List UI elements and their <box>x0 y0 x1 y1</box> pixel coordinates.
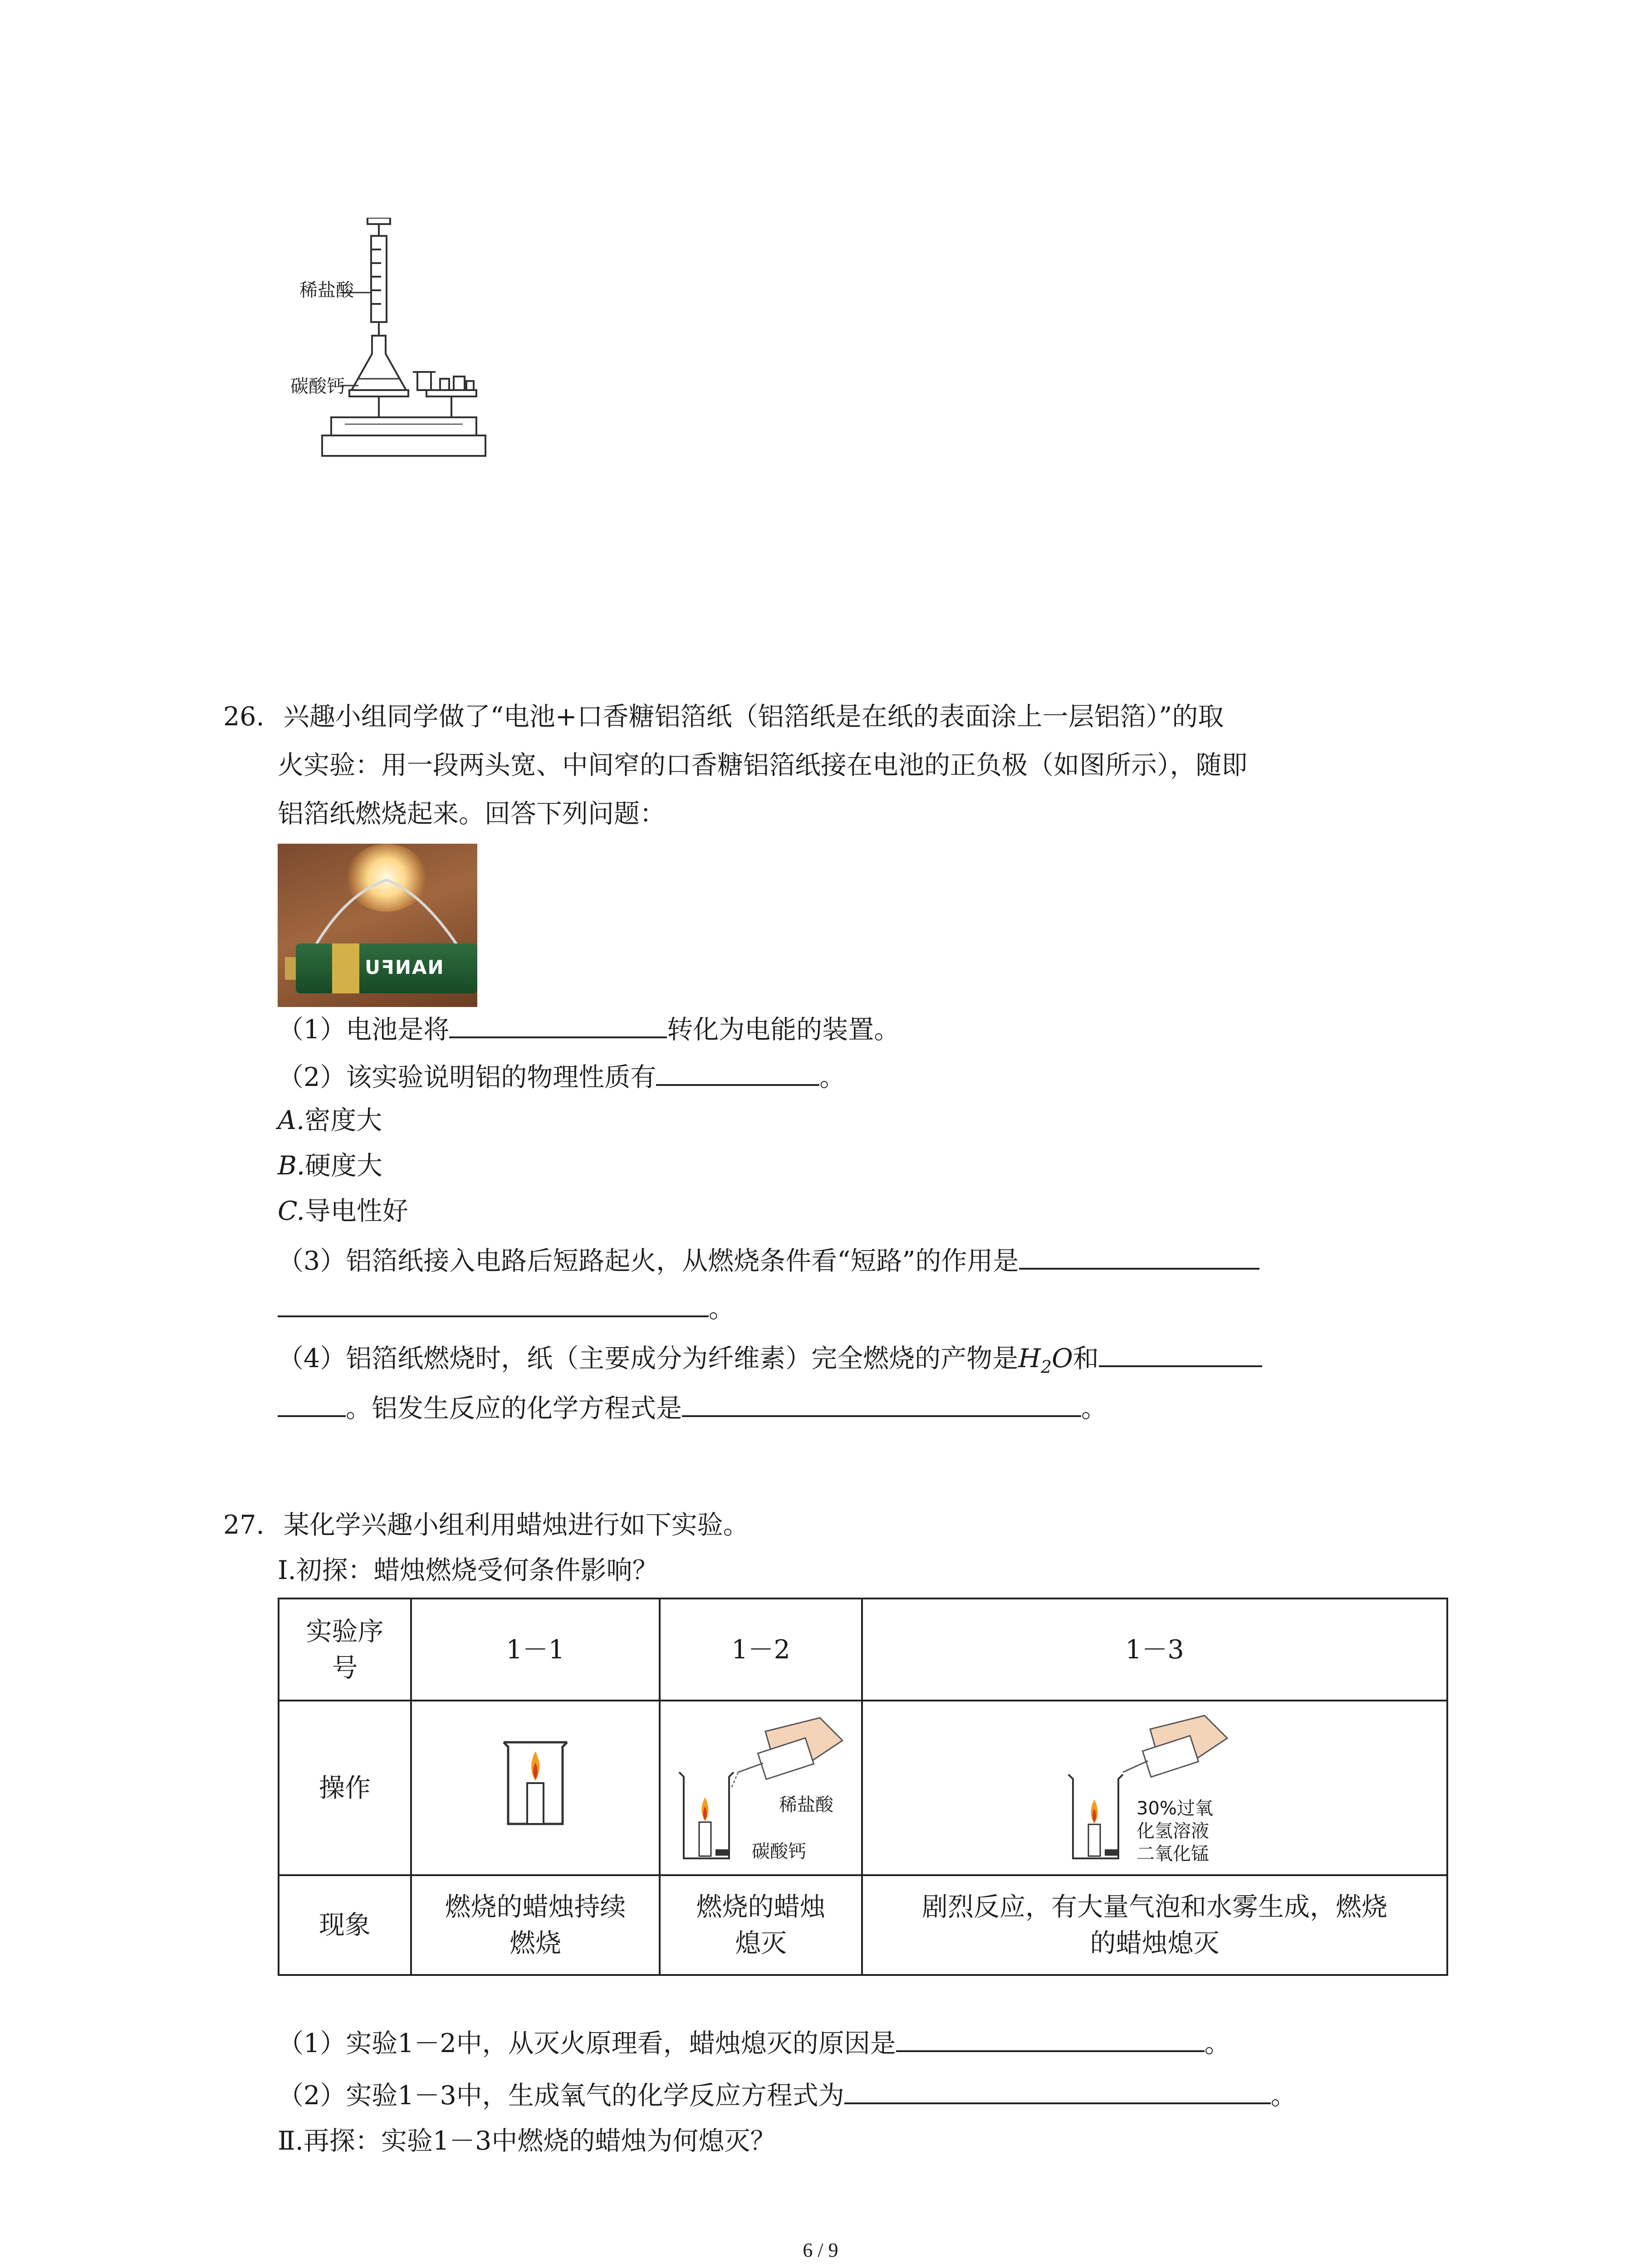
q27-sub1 <box>278 2023 1230 2062</box>
header-seq-line1: 实验序 <box>306 1616 384 1647</box>
table-row-header <box>279 1598 1447 1701</box>
q26-sub4-blank3[interactable] <box>682 1388 1081 1417</box>
q26-sub2-post: 。 <box>819 1062 846 1092</box>
q26-sub4 <box>278 1338 1262 1385</box>
experiment-table <box>278 1598 1448 1976</box>
beaker-candle-icon <box>490 1733 581 1833</box>
label-hydrochloric-acid: 稀盐酸 <box>299 280 354 301</box>
label-exp3-peroxide1: 30%过氧 <box>1136 1798 1213 1819</box>
figure-exp2 <box>660 1701 862 1875</box>
header-seq-line2: 号 <box>332 1652 358 1683</box>
phenomenon-exp1 <box>411 1875 660 1975</box>
q26-sub4-blank2[interactable] <box>278 1388 346 1417</box>
q26-sub3 <box>278 1241 1259 1279</box>
phenomenon-exp2-line1: 燃烧的蜡烛 <box>696 1892 826 1922</box>
formula-sub: 2 <box>1040 1357 1052 1377</box>
q27-number: 27. <box>223 1510 265 1540</box>
q26-sub2-blank[interactable] <box>656 1057 819 1086</box>
header-exp3: 1－3 <box>862 1598 1447 1701</box>
label-exp2-carbonate: 碳酸钙 <box>752 1841 806 1862</box>
table-row-operation <box>279 1701 1447 1875</box>
apparatus-figure <box>290 218 526 472</box>
q26-sub4-mid: 。铝发生反应的化学方程式是 <box>346 1393 682 1423</box>
formula-o: O <box>1052 1344 1073 1374</box>
q26-sub1-post: 转化为电能的装置。 <box>667 1015 900 1045</box>
q27-sub1-post: 。 <box>1204 2028 1230 2058</box>
q26-stem-text1: 兴趣小组同学做了“电池+口香糖铝箔纸（铝箔纸是在纸的表面涂上一层铝箔）”的取 <box>283 702 1224 732</box>
q26-sub1-blank[interactable] <box>449 1009 667 1038</box>
q26-option-b <box>278 1148 382 1184</box>
phenomenon-exp1-line1: 燃烧的蜡烛持续 <box>445 1892 626 1922</box>
q26-sub4-blank1[interactable] <box>1099 1338 1262 1367</box>
q27-stem <box>223 1507 749 1543</box>
q27-sub2-pre: （2）实验1－3中，生成氧气的化学反应方程式为 <box>278 2081 844 2111</box>
q26-sub3-blank2[interactable] <box>278 1288 709 1317</box>
q26-sub2-pre: （2）该实验说明铝的物理性质有 <box>278 1062 656 1092</box>
q26-sub4-pre: （4）铝箔纸燃烧时，纸（主要成分为纤维素）完全燃烧的产物是 <box>278 1344 1019 1374</box>
q26-sub3-blank1[interactable] <box>1019 1241 1259 1270</box>
q27-sub2 <box>278 2075 1297 2114</box>
figure-exp1 <box>411 1701 660 1875</box>
battery-brand: NANFU <box>364 956 444 978</box>
q26-stem-line3: 铝箔纸燃烧起来。回答下列问题： <box>278 799 666 829</box>
row-label-phenomenon: 现象 <box>279 1875 411 1975</box>
option-b-text: 硬度大 <box>305 1151 383 1181</box>
battery-photo <box>278 844 477 1007</box>
q27-sub1-blank[interactable] <box>896 2023 1205 2052</box>
q27-sub2-post: 。 <box>1270 2081 1297 2111</box>
header-exp2: 1－2 <box>660 1598 862 1701</box>
phenomenon-exp2-line2: 熄灭 <box>735 1928 787 1958</box>
q26-sub3-post: 。 <box>709 1294 735 1324</box>
formula-h: H <box>1018 1344 1041 1374</box>
label-exp3-mno2: 二氧化锰 <box>1136 1843 1209 1864</box>
phenomenon-exp3-line2: 的蜡烛熄灭 <box>1090 1928 1220 1958</box>
page-number: 6 / 9 <box>803 2239 838 2261</box>
figure-exp3 <box>862 1701 1447 1875</box>
phenomenon-exp2 <box>660 1875 862 1975</box>
battery-body <box>296 943 477 993</box>
option-a-letter: A. <box>278 1105 305 1135</box>
option-a-text: 密度大 <box>304 1105 382 1135</box>
header-exp1: 1－1 <box>411 1598 660 1701</box>
apparatus-drawing <box>290 218 526 472</box>
table-row-phenomenon <box>279 1875 1447 1975</box>
q26-sub3-pre: （3）铝箔纸接入电路后短路起火，从燃烧条件看“短路”的作用是 <box>278 1246 1019 1276</box>
label-exp2-acid: 稀盐酸 <box>779 1794 833 1815</box>
header-seq <box>279 1598 411 1701</box>
option-b-letter: B. <box>278 1151 305 1181</box>
q27-sub2-blank[interactable] <box>844 2075 1271 2104</box>
phenomenon-exp3 <box>862 1875 1447 1975</box>
q26-option-a <box>278 1102 382 1139</box>
label-calcium-carbonate: 碳酸钙 <box>290 376 345 397</box>
q26-sub4-cont <box>278 1388 1107 1427</box>
q27-part1-heading: Ⅰ.初探：蜡烛燃烧受何条件影响？ <box>278 1555 658 1585</box>
q26-sub4-post: 。 <box>1081 1393 1107 1423</box>
q26-stem-line2: 火实验：用一段两头宽、中间窄的口香糖铝箔纸接在电池的正负极（如图所示），随即 <box>278 750 1248 780</box>
q27-stem-text: 某化学兴趣小组利用蜡烛进行如下实验。 <box>283 1510 749 1540</box>
label-exp3-peroxide2: 化氢溶液 <box>1136 1820 1209 1842</box>
option-c-text: 导电性好 <box>304 1196 408 1226</box>
q27-sub1-pre: （1）实验1－2中，从灭火原理看，蜡烛熄灭的原因是 <box>278 2028 896 2058</box>
q26-sub1-pre: （1）电池是将 <box>278 1015 450 1045</box>
q26-sub3-cont <box>278 1288 735 1327</box>
q26-sub1 <box>278 1009 900 1048</box>
q26-number: 26. <box>223 702 265 732</box>
q26-option-c <box>278 1193 408 1229</box>
q26-sub2 <box>278 1057 845 1095</box>
row-label-operation: 操作 <box>279 1701 411 1875</box>
q26-stem-line1 <box>223 699 1224 735</box>
phenomenon-exp1-line2: 燃烧 <box>509 1928 561 1958</box>
q27-part2-heading: Ⅱ.再探：实验1－3中燃烧的蜡烛为何熄灭？ <box>278 2126 776 2156</box>
q26-sub4-and: 和 <box>1073 1344 1099 1374</box>
phenomenon-exp3-line1: 剧烈反应，有大量气泡和水雾生成，燃烧 <box>922 1892 1387 1922</box>
option-c-letter: C. <box>278 1196 305 1226</box>
